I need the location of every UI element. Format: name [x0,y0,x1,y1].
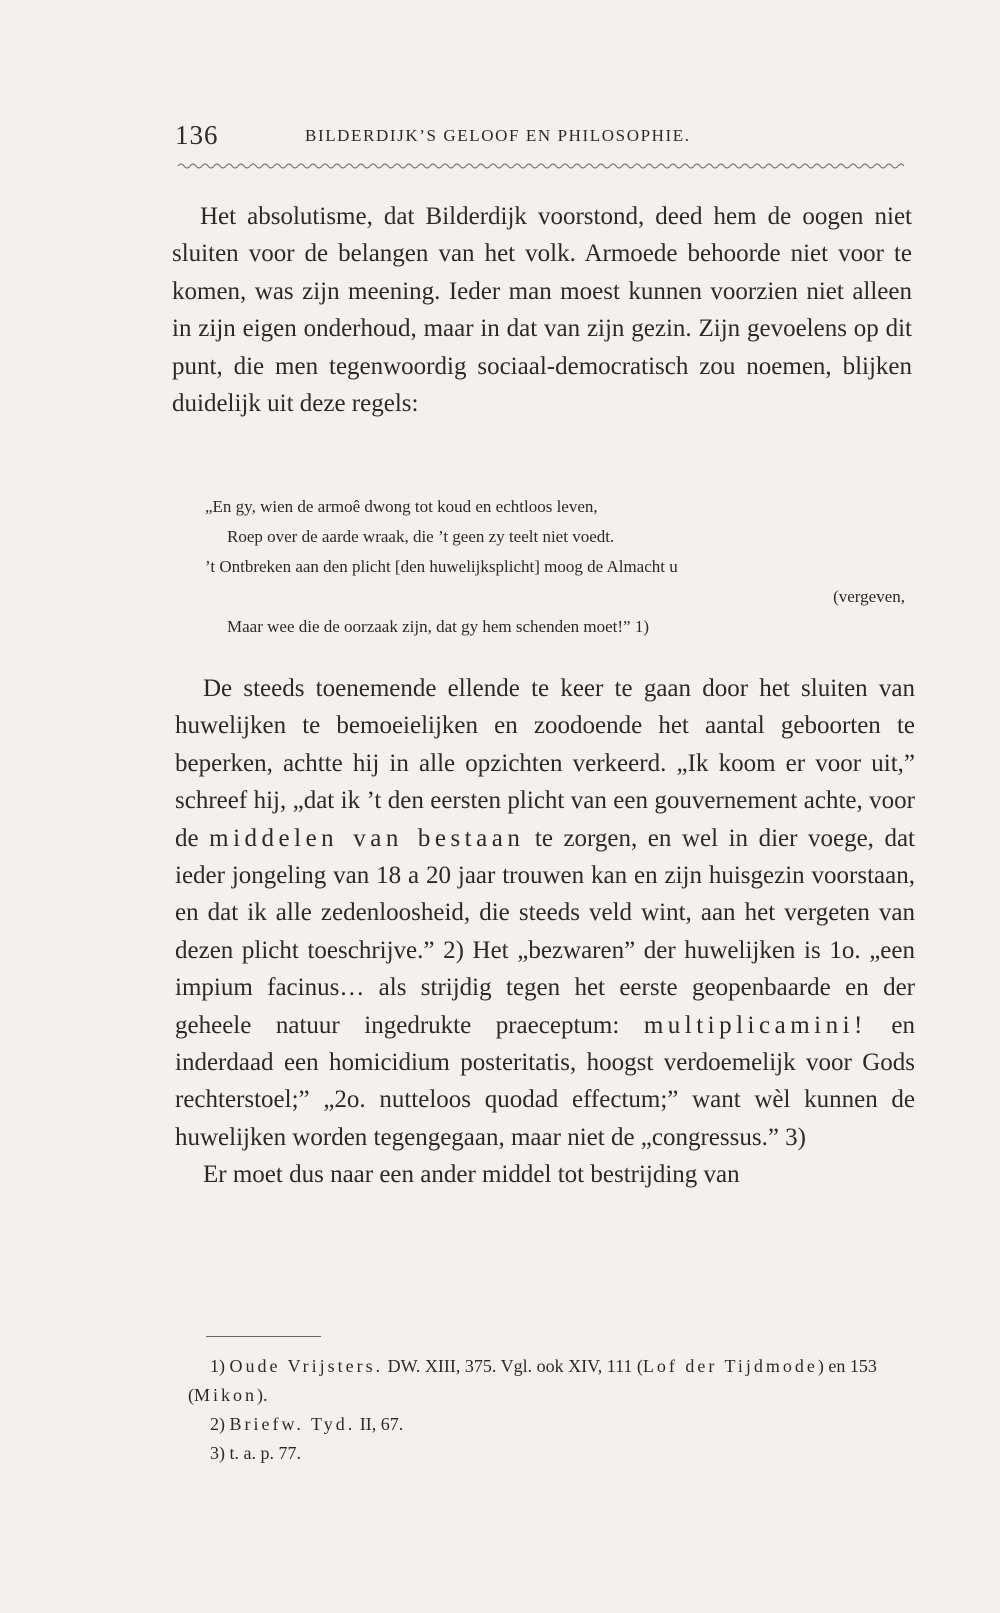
main-text-top [172,198,912,422]
footnote-title: Lof der Tijdmode [642,1356,818,1376]
paragraph-text: De steeds toenemende ellende te keer te gaan door het sluiten van huwelijken te bemoeielijken en zoodoende het aantal geboorten te beperken, achtte hij in alle opzichten verkeerd. „Ik koom er voor uit,” schreef hij, „dat ik ’t den eersten plicht van een gouvernement achte, voor de [175,675,915,852]
footnote-2 [188,1410,928,1439]
running-title: BILDERDIJK’S GELOOF EN PHILOSOPHIE. [305,126,691,145]
verse-line: „En gy, wien de armoê dwong tot koud en echtloos leven, [205,497,598,516]
main-text-bottom [175,670,915,1194]
paragraph-text: te zorgen, en wel in dier voege, dat ieder jongeling van 18 a 20 jaar trouwen kan en zijn huisgezin voorstaan, en dat ik alle zedenloosheid, die steeds veld wint, aan het vergeten van dezen plicht toeschrijve.” 2) Het „bezwaren” der huwelijken is 1o. „een impium facinus… als strijdig tegen het eerste geopenbaarde en der geheele natuur ingedrukte praeceptum: [175,824,916,1039]
footnote-title: Oude Vrijsters. [229,1356,384,1376]
paragraph-absolutism: Het absolutisme, dat Bilderdijk voorstond, deed hem de oogen niet sluiten voor de belangen van het volk. Armoede behoorde niet voor te komen, was zijn meening. Ieder man moest kunnen voorzien niet alleen in zijn eigen onderhoud, maar in dat van zijn gezin. Zijn gevoelens op dit punt, die men tegenwoordig sociaal-democratisch zou noemen, blijken duidelijk uit deze regels: [172,203,912,418]
spaced-emphasis: multiplicamini! [643,1011,867,1039]
paragraph-conclusion: Er moet dus naar een ander middel tot bestrijding van [203,1161,740,1189]
footnote-1 [188,1352,928,1410]
footnote-3 [188,1439,928,1468]
paragraph-marriage [175,670,915,1156]
footnote-title: Mikon [194,1385,258,1405]
paragraph-text: en inderdaad een homicidium posteritatis, hoogst verdoemelijk voor Gods rechterstoel;” „2o. nutteloos quodad effectum;” want wèl kunnen de huwelijken worden tegengegaan, maar niet de „congressus.” 3) [175,1011,916,1151]
footnote-marker: 1) [210,1356,225,1376]
footnote-text: DW. XIII, 375. Vgl. ook XIV, 111 ( [387,1356,643,1376]
verse-quotation [205,492,905,642]
footnote-text: 3) t. a. p. 77. [210,1443,301,1463]
verse-line: Maar wee die de oorzaak zijn, dat gy hem schenden moet!” 1) [227,617,649,636]
footnote-text: ) en 153 ( [188,1356,877,1405]
footnote-text: ). [257,1385,268,1405]
spaced-emphasis: middelen van bestaan [209,824,525,852]
page-header [175,120,915,160]
footnote-separator [206,1336,321,1337]
verse-line: Roep over de aarde wraak, die ’t geen zy teelt niet voedt. [227,527,615,546]
page-number: 136 [175,120,219,150]
footnote-title: Briefw. Tyd. [229,1414,356,1434]
footnote-text: II, 67. [359,1414,404,1434]
header-wavy-rule [178,162,908,170]
verse-line-continuation: (vergeven, [833,587,905,606]
footnotes [188,1352,928,1468]
footnote-marker: 2) [210,1414,225,1434]
verse-line: ’t Ontbreken aan den plicht [den huwelijksplicht] moog de Almacht u [205,557,678,576]
